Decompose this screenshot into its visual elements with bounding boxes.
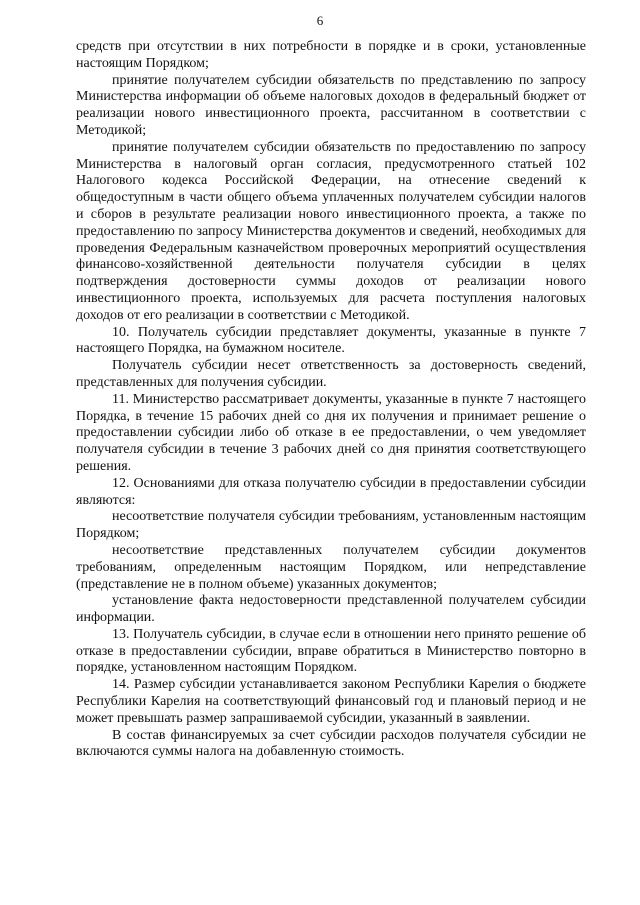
paragraph-clause-14: 14. Размер субсидии устанавливается законом Республики Карелия о бюджете Республики Карелия на соответствующий финансовый год и плановый период и не может превышать размер запрашиваемой субсидии, указанный в заявлении. <box>76 677 586 726</box>
paragraph-refusal-reason-2: несоответствие представленных получателем субсидии документов требованиям, определенным настоящим Порядком, или непредставление (представление не в полном объеме) указанных документов; <box>76 542 586 592</box>
paragraph-clause-10: 10. Получатель субсидии представляет документы, указанные в пункте 7 настоящего Порядка, на бумажном носителе. <box>76 324 586 357</box>
paragraph-responsibility: Получатель субсидии несет ответственность за достоверность сведений, представленных для получения субсидии. <box>76 358 586 390</box>
paragraph-clause-11: 11. Министерство рассматривает документы, указанные в пункте 7 настоящего Порядка, в течение 15 рабочих дней со дня их получения и принимает решение о предоставлении субсидии либо об отказе в ее предоставлении, о чем уведомляет получателя субсидии в течение 3 рабочих дней со дня принятия соответствующего решения. <box>76 391 586 474</box>
paragraph-refusal-reason-3: установление факта недостоверности представленной получателем субсидии информации. <box>76 593 586 626</box>
paragraph-refusal-reason-1: несоответствие получателя субсидии требованиям, установленным настоящим Порядком; <box>76 509 586 542</box>
paragraph-clause-12: 12. Основаниями для отказа получателю субсидии в предоставлении субсидии являются: <box>76 475 586 508</box>
paragraph-obligation-consent: принятие получателем субсидии обязательств по предоставлению по запросу Министерства в налоговый орган согласия, предусмотренного статьей 102 Налогового кодекса Российской Федерации, на отнесение сведений к общедоступным в части общего объема уплаченных получателем субсидии налогов и сборов в результате реализации нового инвестиционного проекта, а также по предоставлению по запросу Министерства документов и сведений, необходимых для проведения Федеральным казначейством проверочных мероприятий осуществления финансово-хозяйственной деятельности получателя субсидии в целях подтверждения достоверности суммы доходов от реализации нового инвестиционного проекта, используемых для расчета поступления налоговых доходов от его реализации в соответствии с Методикой. <box>76 139 586 323</box>
paragraph-obligation-tax-info: принятие получателем субсидии обязательств по представлению по запросу Министерства информации об объеме налоговых доходов в федеральный бюджет от реализации нового инвестиционного проекта, рассчитанном в соответствии с Методикой; <box>76 72 586 138</box>
paragraph-vat-exclusion: В состав финансируемых за счет субсидии расходов получателя субсидии не включаются суммы налога на добавленную стоимость. <box>76 727 586 760</box>
page-number: 6 <box>316 13 324 28</box>
paragraph-clause-13: 13. Получатель субсидии, в случае если в отношении него принято решение об отказе в предоставлении субсидии, вправе обратиться в Министерство повторно в порядке, установленном настоящим Порядком. <box>76 626 586 676</box>
document-body <box>76 39 586 761</box>
paragraph-continuation: средств при отсутствии в них потребности в порядке и в сроки, установленные настоящим Порядком; <box>76 39 586 71</box>
